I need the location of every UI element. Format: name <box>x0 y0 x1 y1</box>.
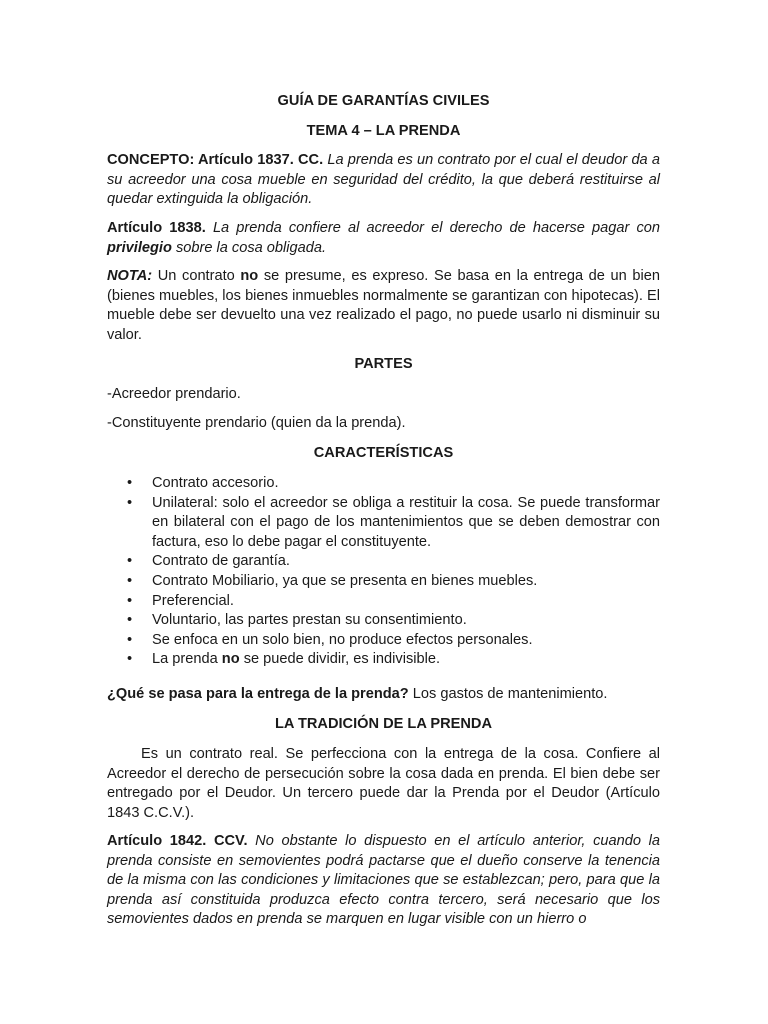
list-item <box>107 631 660 651</box>
articulo-1842-label: Artículo 1842. CCV. <box>107 833 248 849</box>
partes-item-acreedor: -Acreedor prendario. <box>107 386 241 402</box>
partes-heading: PARTES <box>354 356 413 372</box>
list-item <box>107 592 660 612</box>
list-item <box>107 494 660 553</box>
concepto-paragraph <box>107 151 660 210</box>
list-item <box>107 474 660 494</box>
articulo-1838-emphasis: privilegio <box>107 239 172 256</box>
concepto-text: La prenda es un contrato por el cual el deudor da a su acreedor una cosa mueble en seguridad del crédito, la que deberá restituirse al quedar extinguida la obligación. <box>107 152 660 208</box>
bullet-icon: • <box>127 475 133 491</box>
caracteristicas-list <box>107 474 660 670</box>
nota-text-before: Un contrato <box>157 268 235 284</box>
list-item-text-before: La prenda <box>152 651 218 668</box>
articulo-1838-text-before: La prenda confiere al acreedor el derecho de hacerse pagar con <box>212 220 660 236</box>
bullet-icon: • <box>127 572 133 589</box>
bullet-icon: • <box>127 651 133 668</box>
concepto-label: CONCEPTO: Artículo 1837. CC. <box>107 152 324 168</box>
list-item <box>107 650 660 670</box>
caracteristicas-heading: CARACTERÍSTICAS <box>313 445 454 461</box>
bullet-icon: • <box>127 631 133 648</box>
partes-item-constituyente: -Constituyente prendario (quien da la prenda). <box>107 415 406 431</box>
articulo-1842-text: No obstante lo dispuesto en el artículo anterior, cuando la prenda consiste en semovientes podrá pactarse que el dueño conserve la tenencia de la misma con las condiciones y limitaciones que se establezcan; pero, para que la prenda así constituida produzca efecto contra tercero, será necesario que los semovientes dados en prenda se marquen en lugar visible con un hierro o <box>107 833 660 928</box>
list-item-text-after: se puede dividir, es indivisible. <box>243 651 441 668</box>
nota-paragraph <box>107 267 660 345</box>
bullet-icon: • <box>127 553 133 570</box>
tradicion-paragraph: Es un contrato real. Se perfecciona con la entrega de la cosa. Confiere al Acreedor el derecho de persecución sobre la cosa dada en prenda. El bien debe ser entregado por el Deudor. Un tercero puede dar la Prenda por el Deudor (Artículo 1843 C.C.V.). <box>107 746 660 821</box>
list-item <box>107 611 660 631</box>
pregunta-paragraph <box>107 685 660 705</box>
articulo-1838-text-after: sobre la cosa obligada. <box>175 239 327 256</box>
list-item <box>107 552 660 572</box>
list-item-text: Contrato Mobiliario, ya que se presenta en bienes muebles. <box>152 572 538 589</box>
bullet-icon: • <box>127 592 133 609</box>
tradicion-heading: LA TRADICIÓN DE LA PRENDA <box>274 716 492 732</box>
nota-text-after: se presume, es expreso. Se basa en la entrega de un bien (bienes muebles, los bienes inmuebles normalmente se garantizan con hipotecas). El mueble debe ser devuelto una vez realizado el pago, no puede usarlo ni disminuir su valor. <box>107 268 660 343</box>
list-item-text: Voluntario, las partes prestan su consentimiento. <box>152 612 467 629</box>
list-item <box>107 572 660 592</box>
pregunta-label: ¿Qué se pasa para la entrega de la prenda? <box>107 686 409 702</box>
document-title: GUÍA DE GARANTÍAS CIVILES <box>277 93 490 109</box>
nota-emphasis: no <box>240 268 259 284</box>
list-item-text: Unilateral: solo el acreedor se obliga a restituir la cosa. Se puede transformar en bilateral con el pago de los mantenimientos que se deben demostrar con factura, eso lo debe pagar el constituyente. <box>152 494 660 550</box>
list-item-text: Contrato de garantía. <box>152 553 290 570</box>
bullet-icon: • <box>127 494 133 511</box>
nota-label: NOTA: <box>107 268 153 284</box>
bullet-icon: • <box>127 612 133 629</box>
list-item-text: Se enfoca en un solo bien, no produce efectos personales. <box>152 631 533 648</box>
articulo-1838-paragraph <box>107 219 660 258</box>
articulo-1842-paragraph <box>107 832 660 930</box>
pregunta-text: Los gastos de mantenimiento. <box>412 686 608 702</box>
list-item-text: Preferencial. <box>152 592 234 609</box>
list-item-text: Contrato accesorio. <box>152 475 279 491</box>
list-item-emphasis: no <box>221 651 240 668</box>
articulo-1838-label: Artículo 1838. <box>107 220 206 236</box>
document-subtitle: TEMA 4 – LA PRENDA <box>306 123 461 139</box>
